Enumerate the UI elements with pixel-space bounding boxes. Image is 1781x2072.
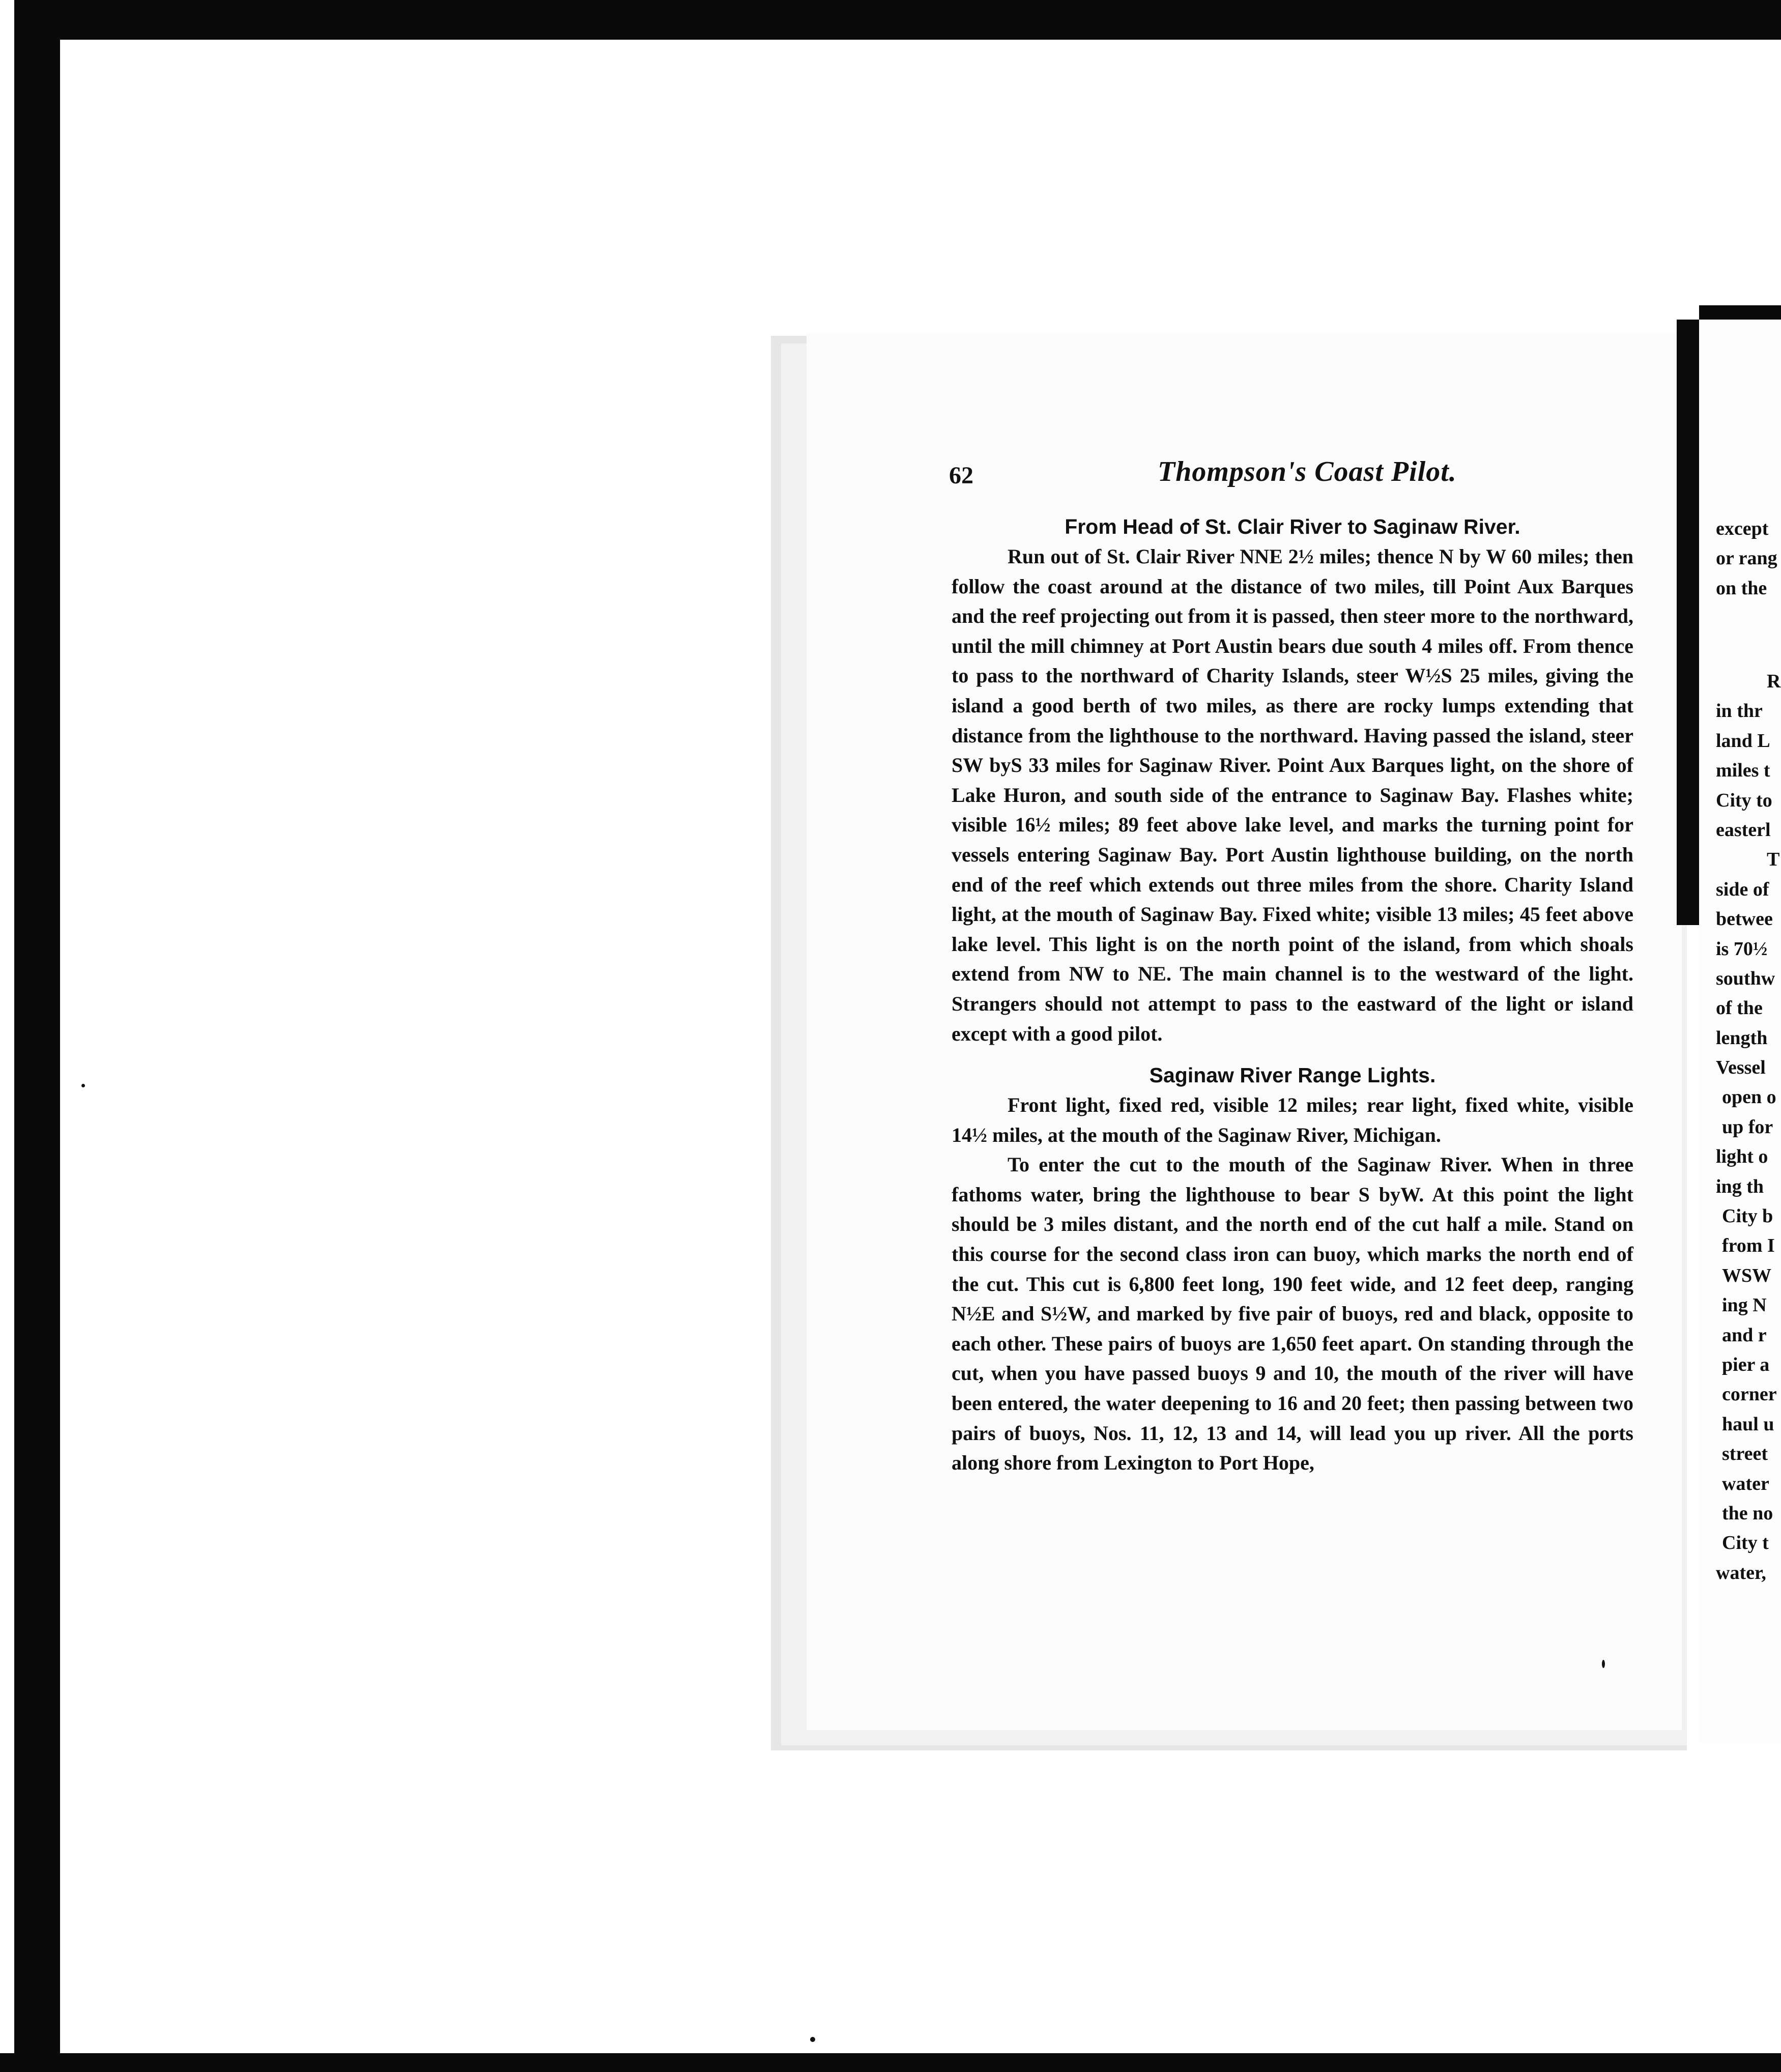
facing-line: betwee	[1716, 908, 1773, 930]
ink-speck	[810, 2037, 815, 2042]
paragraph: Run out of St. Clair River NNE 2½ miles; thence N by W 60 miles; then follow the coast around at the distance of two miles, till Point Aux Barques and the reef projecting out from it is passed, then steer more to the northward, until the mill chimney at Port Austin bears due south 4 miles off. From thence to pass to the northward of Charity Islands, steer W½S 25 miles, giving the island a good berth of two miles, as there are rocky lumps extending that distance from the lighthouse to the northward. Having passed the island, steer SW byS 33 miles for Saginaw River. Point Aux Barques light, on the shore of Lake Huron, and south side of the entrance to Saginaw Bay. Flashes white; visible 16½ miles; 89 feet above lake level, and marks the turning point for vessels entering Saginaw Bay. Port Austin lighthouse building, on the north end of the reef which extends out three miles from the shore. Charity Island light, at the mouth of Saginaw Bay. Fixed white; visible 13 miles; 45 feet above lake level. This light is on the north point of the island, from which shoals extend from NW to NE. The main channel is to the westward of the light. Strangers should not attempt to pass to the eastward of the light or island except with a good pilot.	[952, 545, 1633, 1045]
facing-page-text-bottom	[1716, 667, 1781, 1588]
facing-page-text-top	[1716, 514, 1781, 603]
facing-line: southw	[1716, 967, 1775, 989]
facing-line: water	[1722, 1473, 1769, 1494]
facing-line: on the	[1716, 577, 1767, 599]
facing-line: of the	[1716, 997, 1763, 1019]
section-heading: Saginaw River Range Lights.	[1149, 1063, 1436, 1087]
book-gutter	[1677, 320, 1699, 925]
facing-line: length	[1716, 1027, 1768, 1049]
facing-page-shadow	[1699, 305, 1781, 320]
facing-line: pier a	[1722, 1354, 1770, 1375]
facing-line: and r	[1722, 1324, 1767, 1346]
facing-line: City to	[1716, 789, 1772, 811]
facing-line: or rang	[1716, 548, 1777, 569]
facing-line: up for	[1722, 1116, 1773, 1138]
facing-line: street	[1722, 1443, 1768, 1465]
paragraph: To enter the cut to the mouth of the Saginaw River. When in three fathoms water, bring the lighthouse to bear S byW. At this point the light should be 3 miles distant, and the north end of the cut half a mile. Stand on this course for the second class iron can buoy, which marks the north end of the cut. This cut is 6,800 feet long, 190 feet wide, and 12 feet deep, ranging N½E and S½W, and marked by five pair of buoys, red and black, opposite to each other. These pairs of buoys are 1,650 feet apart. On standing through the cut, when you have passed buoys 9 and 10, the mouth of the river will have been entered, the water deepening to 16 and 20 feet; then passing between two pairs of buoys, Nos. 11, 12, 13 and 14, will lead you up river. All the ports along shore from Lexington to Port Hope,	[952, 1153, 1633, 1475]
running-head	[949, 455, 1651, 496]
facing-line: haul u	[1722, 1413, 1774, 1435]
page-number: 62	[949, 462, 973, 489]
facing-line: ing N	[1722, 1294, 1767, 1316]
facing-line: miles t	[1716, 760, 1770, 782]
facing-line: R	[1767, 671, 1781, 692]
facing-line: in thr	[1716, 700, 1763, 722]
facing-line: open o	[1722, 1086, 1776, 1108]
paragraph: Front light, fixed red, visible 12 miles; rear light, fixed white, visible 14½ miles, at the mouth of the Saginaw River, Michigan.	[952, 1093, 1633, 1146]
ink-speck	[1602, 1660, 1605, 1668]
facing-line: land L	[1716, 730, 1770, 752]
facing-line: City b	[1722, 1205, 1773, 1227]
ink-speck	[81, 1084, 85, 1087]
scan-border-top	[0, 0, 1781, 40]
facing-line: water,	[1716, 1562, 1766, 1584]
facing-line: easterl	[1716, 819, 1771, 841]
facing-line: is 70½	[1716, 938, 1768, 960]
page-body	[952, 511, 1633, 1478]
section-heading: From Head of St. Clair River to Saginaw River.	[1065, 515, 1520, 538]
facing-line: from I	[1722, 1235, 1775, 1257]
facing-line: light o	[1716, 1146, 1768, 1168]
facing-line: side of	[1716, 878, 1769, 900]
facing-line: City t	[1722, 1532, 1769, 1554]
facing-line: Vessel	[1716, 1057, 1766, 1079]
scan-border-bottom	[0, 2053, 1781, 2072]
facing-line: except	[1716, 518, 1769, 539]
facing-line: T	[1767, 849, 1780, 871]
running-title: Thompson's Coast Pilot.	[1158, 456, 1457, 487]
facing-line: ing th	[1716, 1175, 1764, 1197]
facing-line: the no	[1722, 1502, 1773, 1524]
scan-border-margin	[0, 0, 14, 2072]
facing-line: WSW	[1722, 1264, 1772, 1286]
facing-line: corner	[1722, 1384, 1777, 1405]
